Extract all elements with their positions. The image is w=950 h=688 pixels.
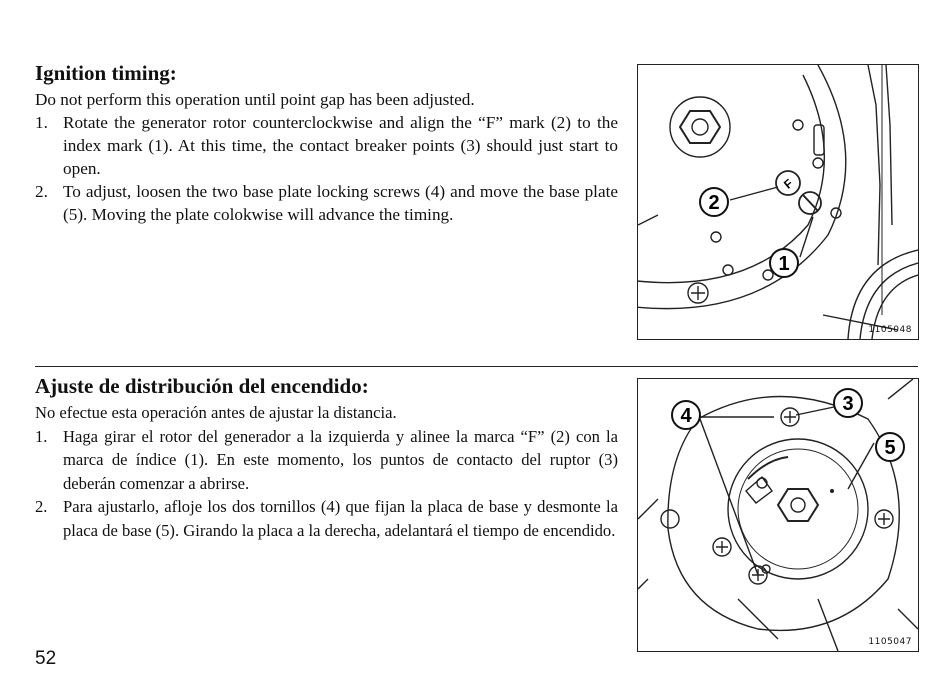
step-item	[35, 111, 618, 180]
step-text: Haga girar el rotor del generador a la izquierda y alinee la marca “F” (2) con la marca de índice (1). En este momento, los puntos de contacto del ruptor (3) deberán comenzar a abrirse.	[63, 426, 618, 493]
breaker-illustration	[638, 379, 918, 651]
section-english	[35, 60, 618, 226]
page-number: 52	[35, 648, 57, 669]
svg-text:2: 2	[708, 192, 720, 214]
section-spanish	[35, 373, 618, 543]
rotor-illustration	[638, 65, 918, 339]
step-text: Rotate the generator rotor counterclockwise and align the “F” mark (2) to the index mark (1). At this time, the contact breaker points (3) should just start to open.	[63, 113, 618, 178]
figure-rotor-timing-mark	[637, 64, 919, 340]
step-text: To adjust, loosen the two base plate locking screws (4) and move the base plate (5). Moving the plate colokwise will advance the timing.	[63, 182, 618, 224]
section-title-en: Ignition timing:	[35, 61, 177, 85]
step-item	[35, 425, 618, 496]
callout-2	[700, 188, 728, 216]
step-item	[35, 495, 618, 542]
svg-text:3: 3	[842, 393, 854, 415]
svg-text:5: 5	[884, 437, 896, 459]
callout-3	[834, 389, 862, 417]
callout-1	[770, 249, 798, 277]
intro-text-es: No efectue esta operación antes de ajustar la distancia.	[35, 403, 397, 422]
step-text: Para ajustarlo, afloje los dos tornillos (4) que fijan la placa de base y desmonte la placa de base (5). Girando la placa a la derecha, adelantará el tiempo de encendido.	[63, 497, 618, 540]
step-number: 2.	[35, 182, 48, 201]
callout-4	[672, 401, 700, 429]
figure-code: 1105047	[868, 637, 912, 647]
intro-text-en: Do not perform this operation until point gap has been adjusted.	[35, 90, 475, 109]
f-mark-label: F	[781, 176, 796, 192]
section-divider	[35, 366, 918, 367]
step-item	[35, 180, 618, 226]
svg-text:4: 4	[680, 405, 692, 427]
step-number: 1.	[35, 113, 48, 132]
figure-code: 1105048	[868, 325, 912, 335]
step-number: 2.	[35, 497, 48, 517]
section-title-es: Ajuste de distribución del encendido:	[35, 374, 369, 398]
step-number: 1.	[35, 426, 48, 446]
svg-text:1: 1	[778, 253, 790, 275]
figure-contact-breaker	[637, 378, 919, 652]
callout-5	[876, 433, 904, 461]
